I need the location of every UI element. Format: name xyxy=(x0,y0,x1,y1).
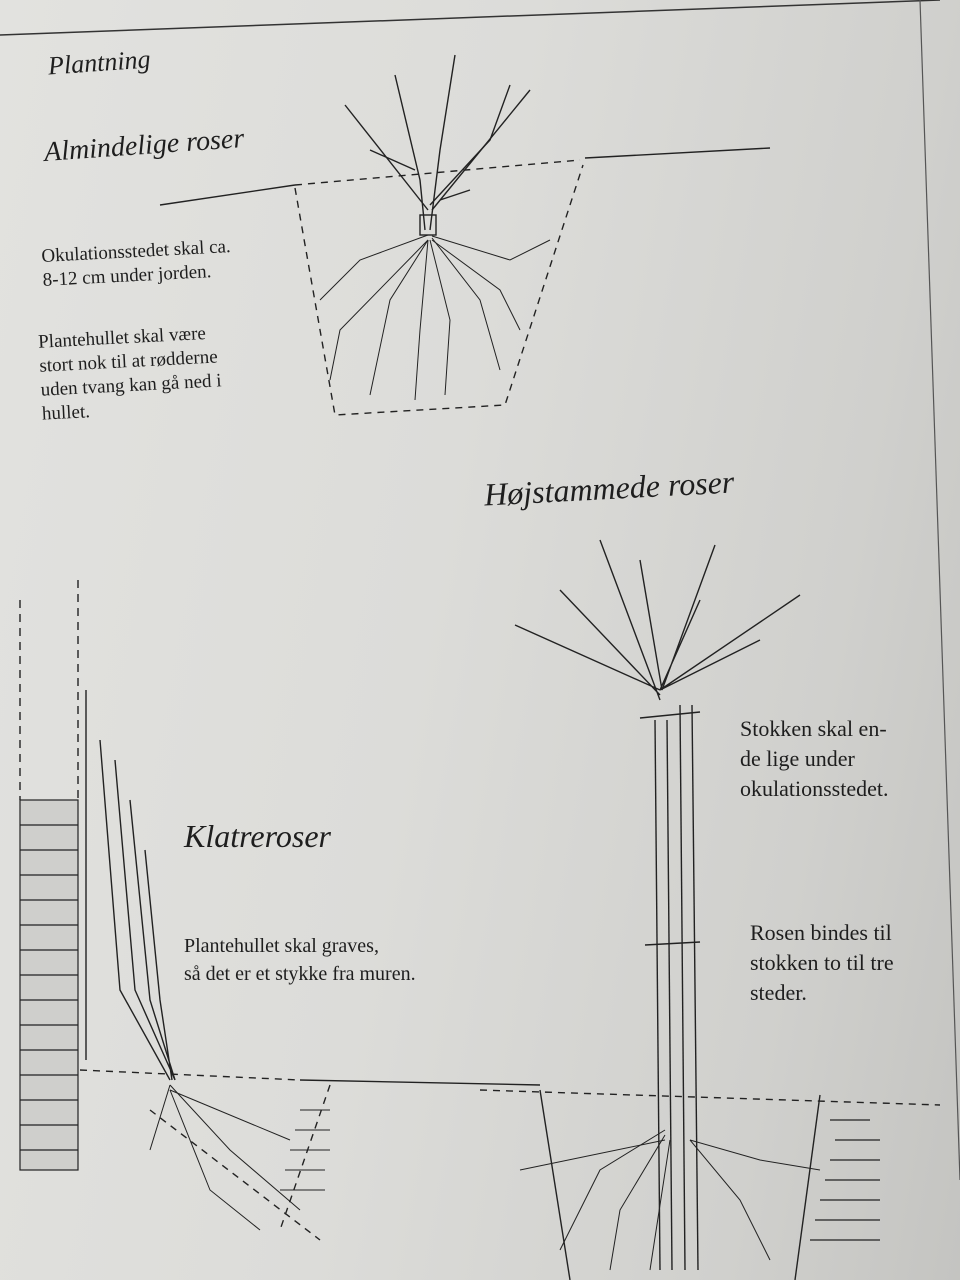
hojstammede-text-2: Rosen bindes til stokken to til tre steder. xyxy=(750,920,894,1005)
section-title: Plantning xyxy=(47,44,152,81)
klatreroser-heading: Klatreroser xyxy=(184,818,331,854)
hojstammede-text-1: Stokken skal en- de lige under okulationsstedet. xyxy=(740,716,889,801)
almindelige-text-2: Plantehullet skal være stort nok til at rødderne uden tvang kan gå ned i hullet. xyxy=(37,323,223,425)
brick-wall xyxy=(20,800,78,1170)
hojstammede-heading: Højstammede roser xyxy=(483,463,736,513)
almindelige-text-1: Okulationsstedet skal ca. 8-12 cm under jorden. xyxy=(40,236,232,291)
klatreroser-text: Plantehullet skal graves, så det er et stykke fra muren. xyxy=(184,935,416,985)
almindelige-heading: Almindelige roser xyxy=(43,123,246,168)
